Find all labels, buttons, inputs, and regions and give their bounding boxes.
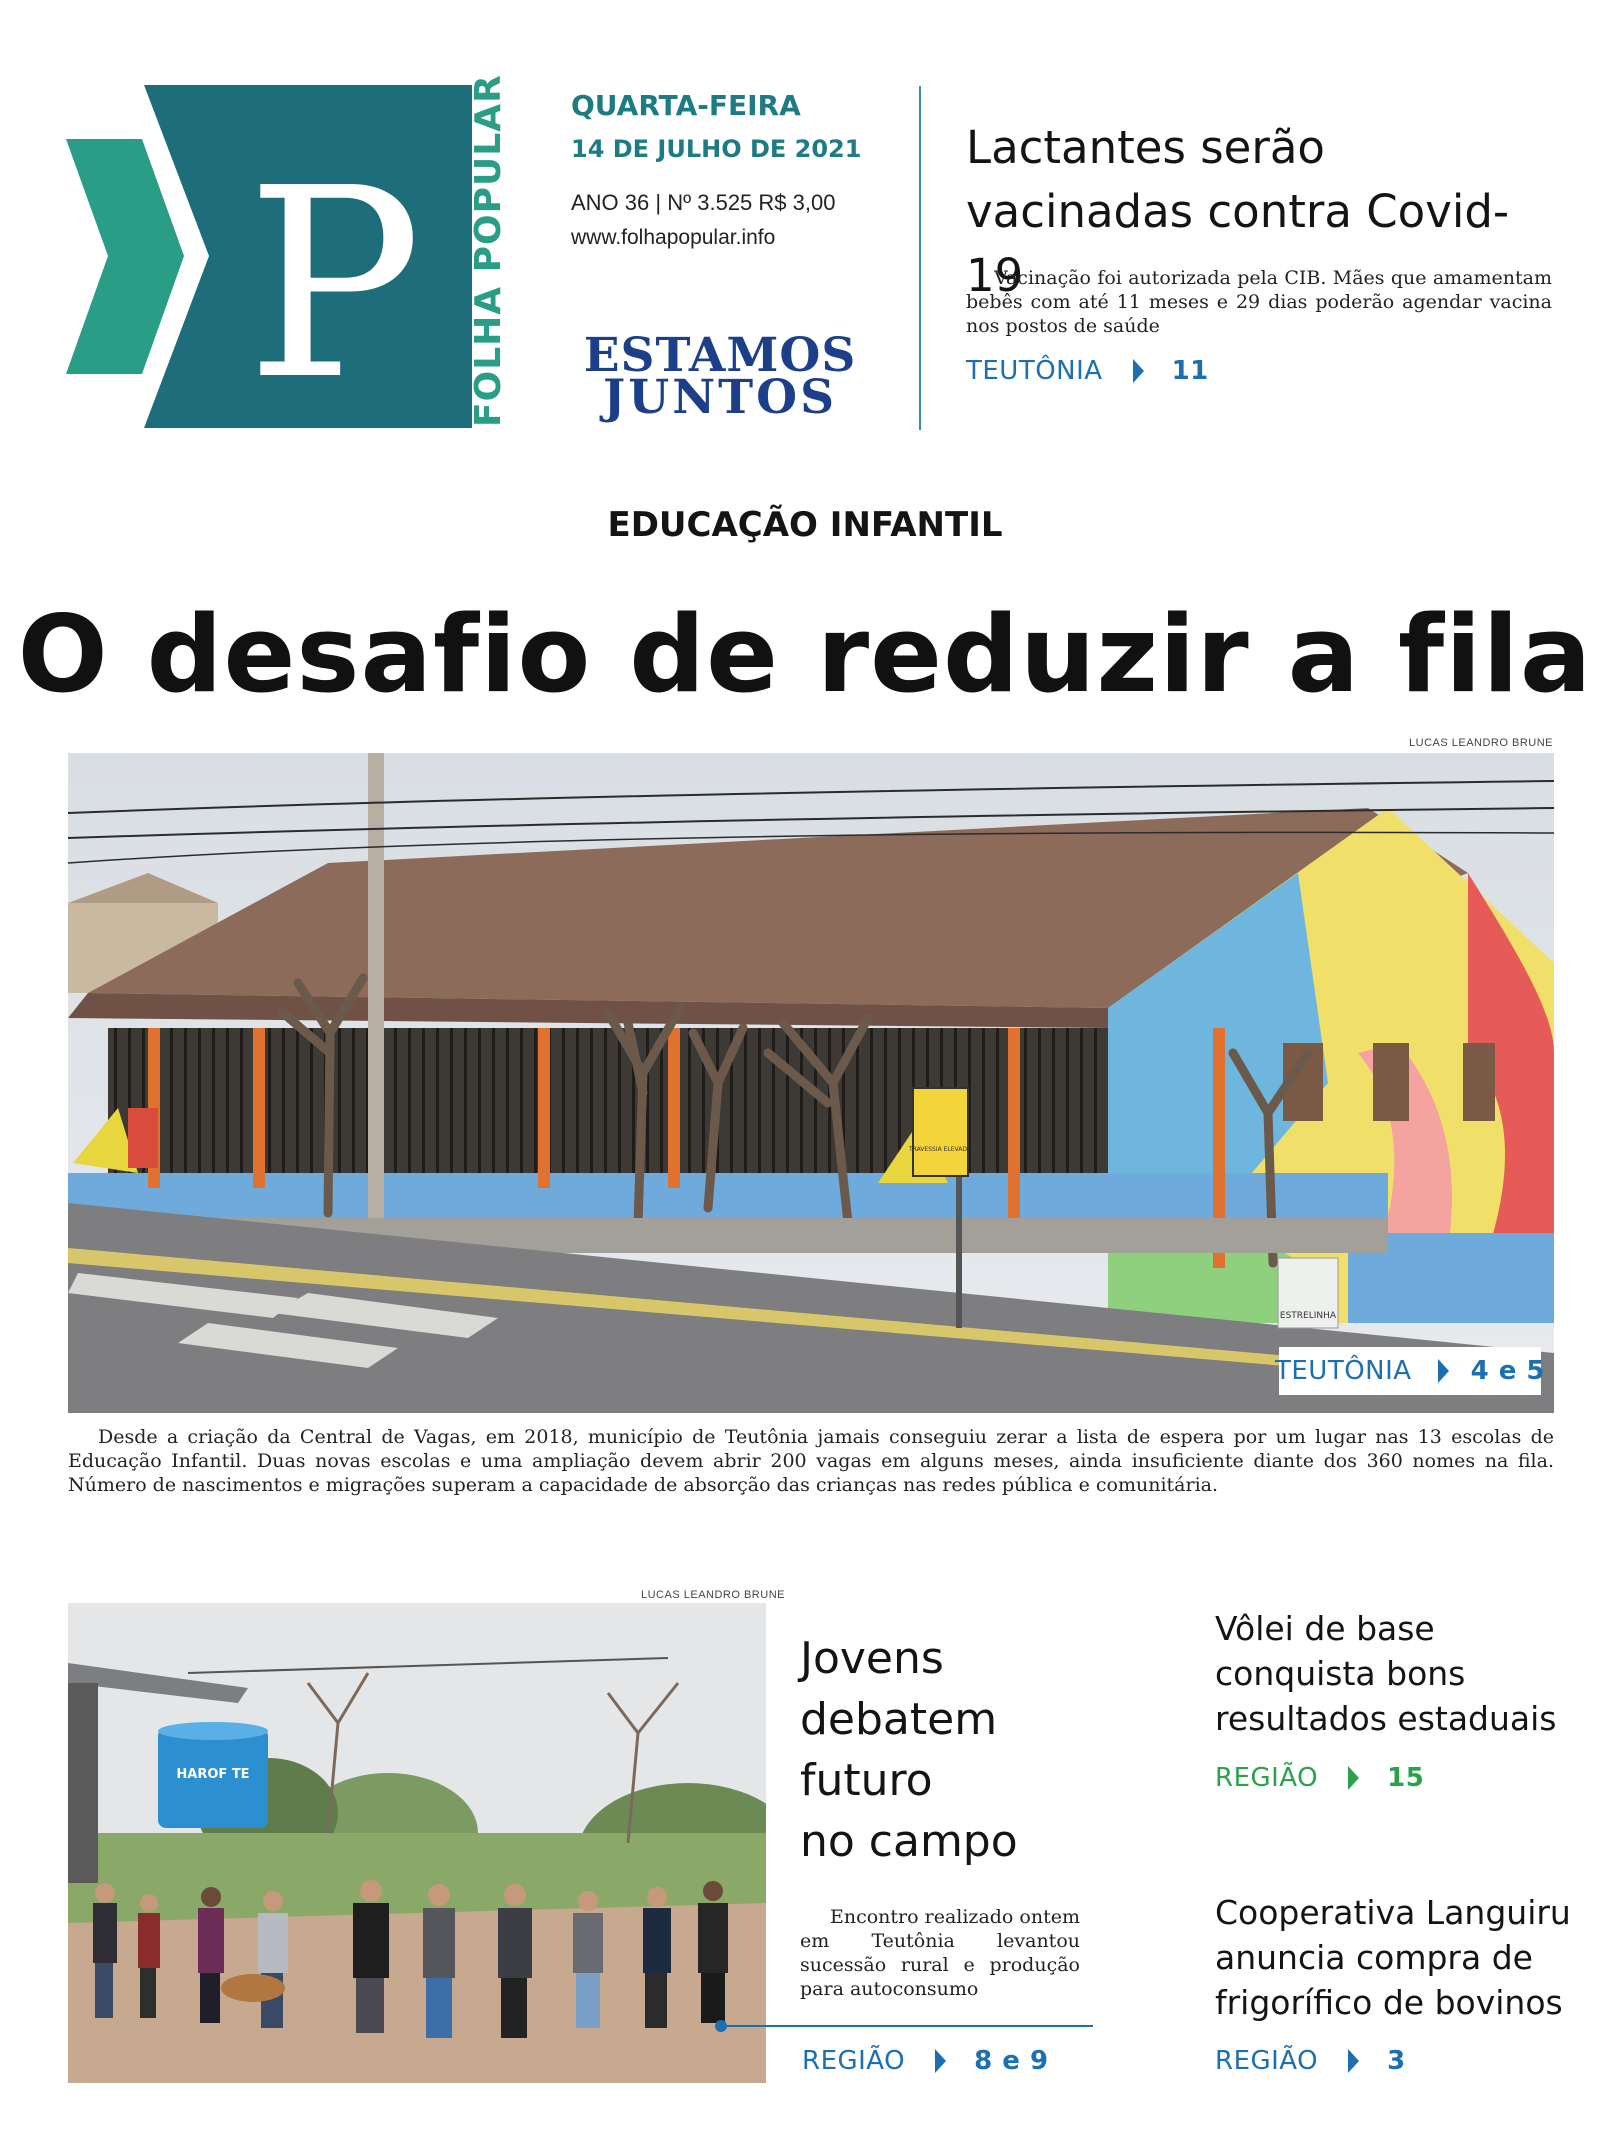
second-story-rule xyxy=(721,2025,1093,2027)
campaign-seal xyxy=(570,328,870,425)
campaign-line-1: ESTAMOS xyxy=(583,328,857,383)
reference-section: REGIÃO xyxy=(802,2046,906,2076)
photo-tank-text: HAROF TE xyxy=(176,1767,250,1782)
main-story-caption: Desde a criação da Central de Vagas, em 2018, município de Teutônia jamais conseguiu zerar a lista de espera por um lugar nas 13 escolas de Educação Infantil. Duas novas escolas e uma ampliação devem abrir 200 vagas em alguns meses, ainda insuficiente diante dos 360 nomes na fila. Número de nascimentos e migrações superam a capacidade de absorção das crianças nas redes pública e comunitária. xyxy=(68,1426,1554,1496)
brand-name: FOLHA POPULAR xyxy=(468,74,509,427)
reference-page: 4 e 5 xyxy=(1470,1356,1546,1386)
volei-headline-line-3: resultados estaduais xyxy=(1215,1699,1557,1738)
main-story-photo[interactable] xyxy=(68,753,1554,1413)
logo-chevron-shape xyxy=(66,139,184,374)
coop-headline-line-2: anuncia compra de xyxy=(1215,1938,1533,1977)
newspaper-logo xyxy=(66,85,472,428)
top-headline-line-1: Lactantes serão xyxy=(966,121,1325,174)
second-headline-line-4: no campo xyxy=(800,1816,1018,1867)
play-arrow-icon xyxy=(1348,2049,1359,2073)
reference-page: 15 xyxy=(1387,1763,1425,1793)
second-story-summary: Encontro realizado ontem em Teutônia levantou sucessão rural e produção para autoconsumo xyxy=(800,1906,1080,2000)
second-headline-line-1: Jovens xyxy=(800,1633,944,1684)
photo-sign-text: TRAVESSIA ELEVADA xyxy=(909,1146,971,1153)
campaign-line-2: JUNTOS xyxy=(602,369,838,425)
second-photo-credit: LUCAS LEANDRO BRUNE xyxy=(641,1589,785,1601)
cooperativa-story-page-reference[interactable] xyxy=(1215,2046,1406,2076)
reference-section: REGIÃO xyxy=(1215,2046,1319,2076)
second-headline-line-2: debatem xyxy=(800,1694,998,1745)
second-story-rule-dot xyxy=(715,2020,727,2032)
second-story-page-reference[interactable] xyxy=(802,2046,1049,2076)
reference-page: 3 xyxy=(1387,2046,1406,2076)
coop-headline-line-3: frigorífico de bovinos xyxy=(1215,1983,1563,2022)
second-story-headline[interactable] xyxy=(800,1628,1100,1872)
masthead-divider xyxy=(919,86,921,430)
reference-section: TEUTÔNIA xyxy=(1275,1356,1412,1386)
top-story-page-reference[interactable] xyxy=(966,356,1209,386)
volei-headline-line-2: conquista bons xyxy=(1215,1654,1466,1693)
reference-section: TEUTÔNIA xyxy=(966,356,1103,386)
main-story-kicker: EDUCAÇÃO INFANTIL xyxy=(607,505,1003,545)
main-story-page-reference[interactable] xyxy=(1275,1347,1546,1395)
website-link[interactable]: www.folhapopular.info xyxy=(571,226,776,249)
reference-page: 11 xyxy=(1171,356,1209,386)
play-arrow-icon xyxy=(935,2049,946,2073)
main-story-headline[interactable]: O desafio de reduzir a fila xyxy=(17,593,1593,716)
edition-number-price: ANO 36 | Nº 3.525 R$ 3,00 xyxy=(571,190,836,215)
top-story-summary: Vacinação foi autorizada pela CIB. Mães que amamentam bebês com até 11 meses e 29 dias poderão agendar vacina nos postos de saúde xyxy=(966,267,1552,337)
volei-headline-line-1: Vôlei de base xyxy=(1215,1609,1435,1648)
main-photo-credit: LUCAS LEANDRO BRUNE xyxy=(1409,737,1553,749)
photo-school-sign: ESTRELINHA xyxy=(1279,1311,1337,1321)
volei-story-headline[interactable] xyxy=(1215,1606,1575,1741)
coop-headline-line-1: Cooperativa Languiru xyxy=(1215,1893,1571,1932)
logo-letter: P xyxy=(245,132,423,428)
reference-page: 8 e 9 xyxy=(974,2046,1049,2076)
edition-weekday: QUARTA-FEIRA xyxy=(571,89,801,122)
second-headline-line-3: futuro xyxy=(800,1755,933,1806)
volei-story-page-reference[interactable] xyxy=(1215,1763,1424,1793)
cooperativa-story-headline[interactable] xyxy=(1215,1890,1575,2025)
top-headline-line-2: vacinadas contra Covid-19 xyxy=(966,185,1510,302)
reference-section: REGIÃO xyxy=(1215,1763,1319,1793)
play-arrow-icon xyxy=(1133,359,1144,383)
play-arrow-icon xyxy=(1438,1359,1449,1383)
edition-date: 14 DE JULHO DE 2021 xyxy=(571,135,862,163)
second-story-photo[interactable] xyxy=(68,1603,766,2083)
play-arrow-icon xyxy=(1348,1766,1359,1790)
